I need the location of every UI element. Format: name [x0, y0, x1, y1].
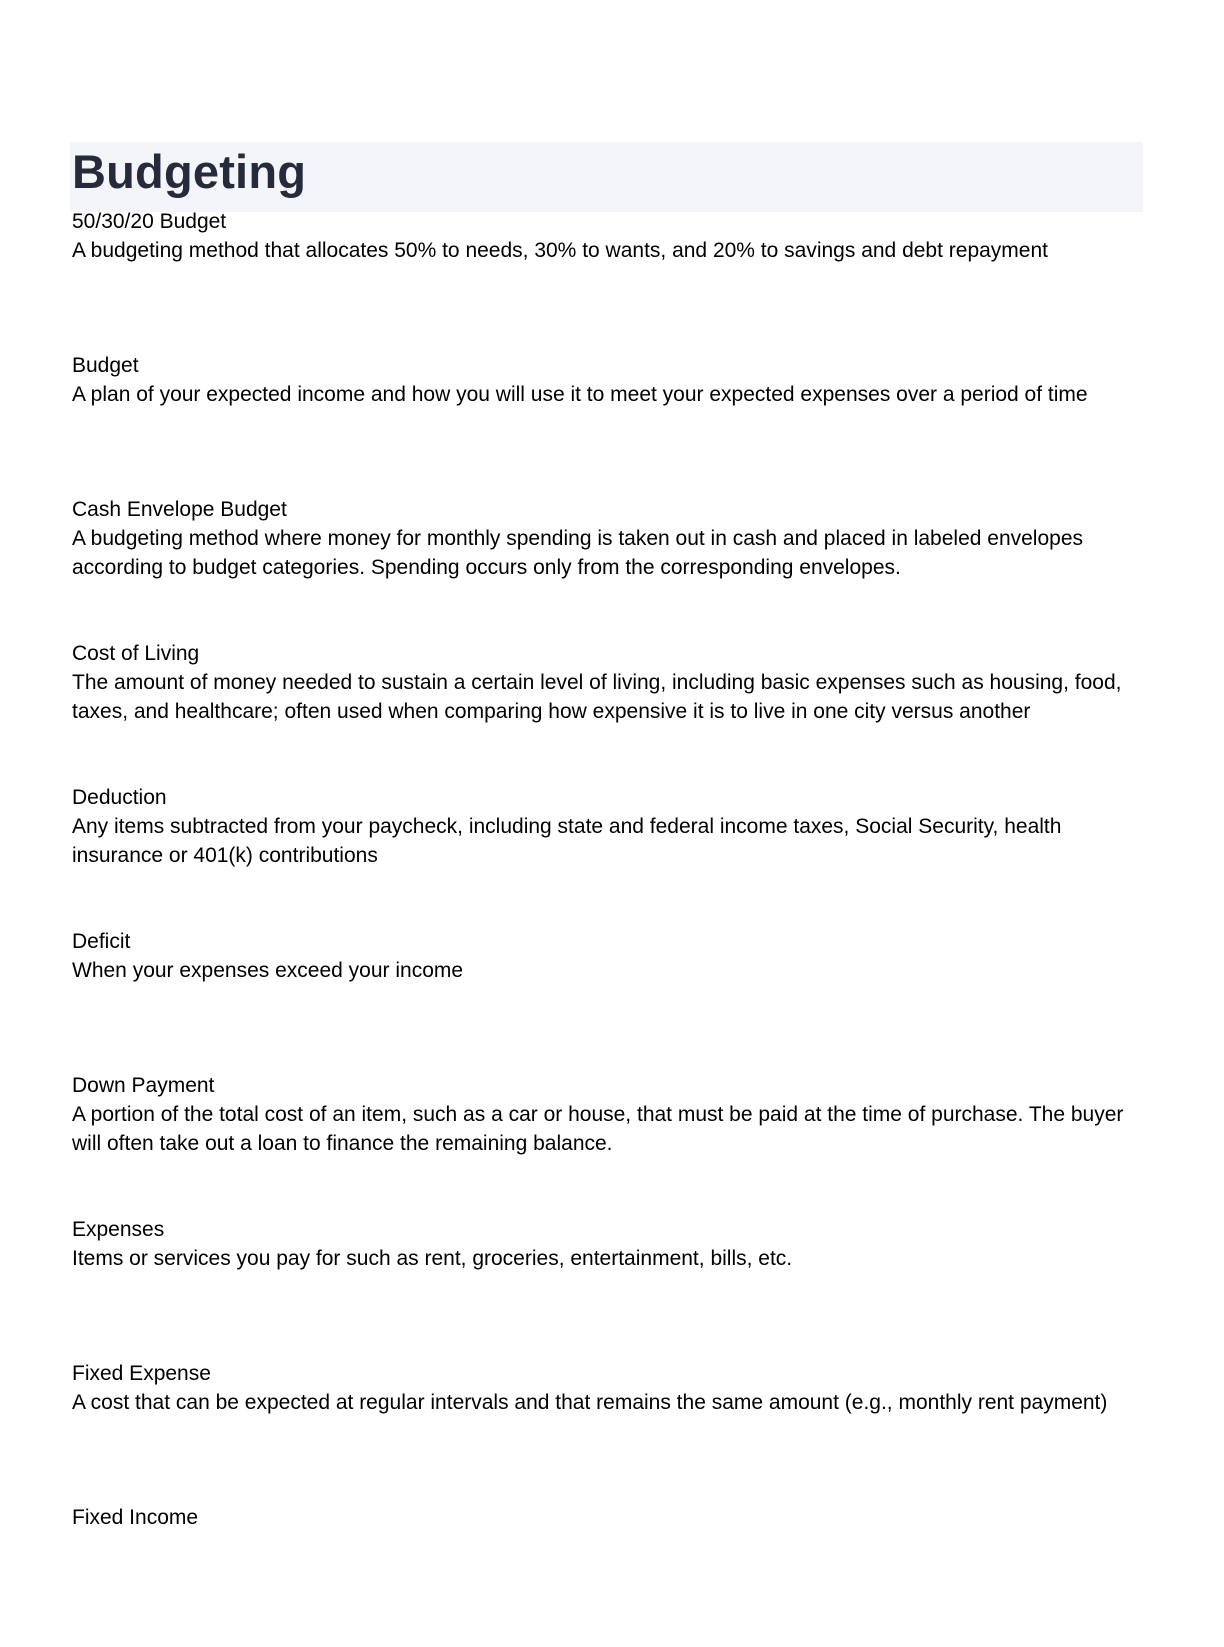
- glossary-definition: A cost that can be expected at regular intervals and that remains the same amount (e.g., monthly rent payment): [72, 1391, 1108, 1414]
- glossary-term: Fixed Expense: [72, 1362, 211, 1385]
- glossary-entry: [72, 783, 1142, 927]
- glossary-list: [72, 207, 1142, 1647]
- glossary-entry: [72, 351, 1142, 495]
- glossary-entry: [72, 1071, 1142, 1215]
- glossary-entry: [72, 207, 1142, 351]
- glossary-term: Fixed Income: [72, 1506, 199, 1529]
- glossary-entry: [72, 1503, 1142, 1647]
- glossary-definition: A plan of your expected income and how you will use it to meet your expected expenses over a period of time: [72, 383, 1088, 406]
- glossary-definition: When your expenses exceed your income: [72, 959, 464, 982]
- glossary-term: Down Payment: [72, 1074, 215, 1097]
- glossary-definition: The amount of money needed to sustain a certain level of living, including basic expenses such as housing, food, taxes, and healthcare; often used when comparing how expensive it is to live in one city versus another: [72, 671, 1122, 723]
- glossary-definition: A budgeting method that allocates 50% to needs, 30% to wants, and 20% to savings and debt repayment: [72, 239, 1048, 262]
- glossary-entry: [72, 927, 1142, 1071]
- glossary-term: Deduction: [72, 786, 167, 809]
- glossary-term: Cost of Living: [72, 642, 200, 665]
- glossary-term: Budget: [72, 354, 139, 377]
- glossary-term: Expenses: [72, 1218, 165, 1241]
- glossary-term: Deficit: [72, 930, 131, 953]
- glossary-entry: [72, 495, 1142, 639]
- glossary-term: 50/30/20 Budget: [72, 210, 227, 233]
- glossary-term: Cash Envelope Budget: [72, 498, 287, 521]
- glossary-definition: Items or services you pay for such as rent, groceries, entertainment, bills, etc.: [72, 1247, 793, 1270]
- glossary-definition: A budgeting method where money for monthly spending is taken out in cash and placed in labeled envelopes according to budget categories. Spending occurs only from the corresponding envelopes.: [72, 527, 1084, 579]
- glossary-definition: Any items subtracted from your paycheck, including state and federal income taxes, Social Security, health insurance or 401(k) contributions: [72, 815, 1062, 867]
- glossary-entry: [72, 639, 1142, 783]
- title-banner: [70, 142, 1143, 212]
- glossary-definition: A portion of the total cost of an item, such as a car or house, that must be paid at the time of purchase. The buyer will often take out a loan to finance the remaining balance.: [72, 1103, 1124, 1155]
- glossary-entry: [72, 1359, 1142, 1503]
- glossary-entry: [72, 1215, 1142, 1359]
- page-title: Budgeting: [72, 145, 307, 198]
